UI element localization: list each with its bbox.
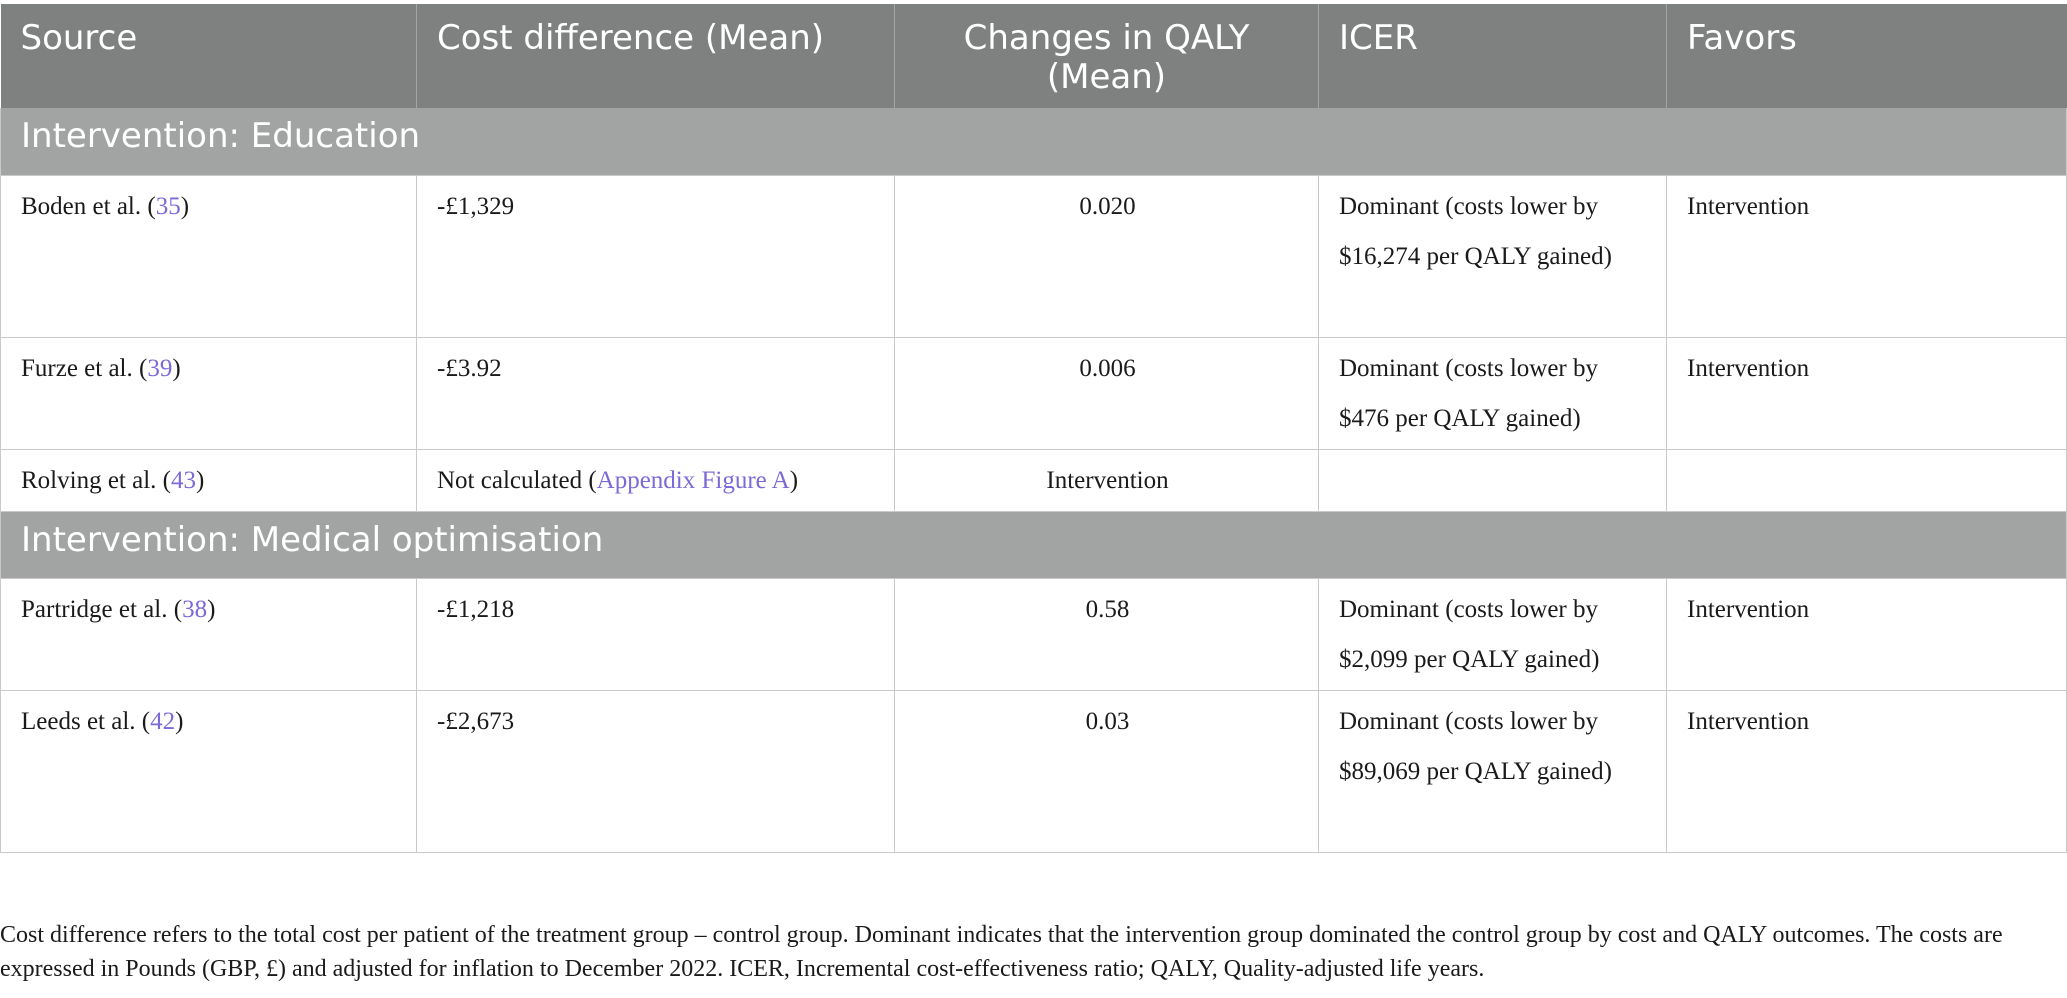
- section-title: Intervention: Medical optimisation: [1, 511, 2067, 578]
- icer-cell: Dominant (costs lower by $476 per QALY gained): [1319, 337, 1667, 449]
- table-row: [1, 337, 2067, 449]
- table-row: [1, 175, 2067, 337]
- table-row: [1, 690, 2067, 852]
- icer-cell: [1319, 449, 1667, 511]
- reference-link[interactable]: 39: [147, 354, 173, 382]
- cost-cell: -£1,218: [417, 578, 895, 690]
- source-text: Rolving et al. (: [21, 466, 171, 494]
- source-text: Furze et al. (: [21, 354, 148, 382]
- qaly-cell: 0.58: [895, 578, 1319, 690]
- source-cell: [1, 690, 417, 852]
- source-cell: [1, 449, 417, 511]
- source-text-end: ): [175, 707, 184, 735]
- cost-text: Not calculated (: [437, 466, 597, 494]
- reference-link[interactable]: 42: [150, 707, 176, 735]
- cost-cell: -£1,329: [417, 175, 895, 337]
- source-text: Partridge et al. (: [21, 595, 183, 623]
- source-text-end: ): [207, 595, 216, 623]
- qaly-cell: 0.020: [895, 175, 1319, 337]
- source-cell: [1, 175, 417, 337]
- icer-cell: Dominant (costs lower by $89,069 per QALY gained): [1319, 690, 1667, 852]
- header-cost-difference: Cost difference (Mean): [417, 4, 895, 108]
- icer-cell: Dominant (costs lower by $16,274 per QALY gained): [1319, 175, 1667, 337]
- cost-text-end: ): [789, 466, 799, 494]
- source-text: Leeds et al. (: [21, 707, 151, 735]
- cost-cell: -£2,673: [417, 690, 895, 852]
- reference-link[interactable]: 35: [155, 192, 181, 220]
- reference-link[interactable]: 38: [182, 595, 208, 623]
- header-source: Source: [1, 4, 417, 108]
- header-icer: ICER: [1319, 4, 1667, 108]
- source-text-end: ): [195, 466, 205, 494]
- source-text-end: ): [172, 354, 181, 382]
- qaly-cell: 0.006: [895, 337, 1319, 449]
- favors-cell: Intervention: [1667, 175, 2067, 337]
- source-text: Boden et al. (: [21, 192, 156, 220]
- section-header-education: [1, 108, 2067, 175]
- table-row: [1, 578, 2067, 690]
- header-row: [1, 4, 2067, 108]
- reference-link[interactable]: 43: [170, 466, 196, 494]
- header-qaly-change: Changes in QALY (Mean): [895, 4, 1319, 108]
- cost-cell: -£3.92: [417, 337, 895, 449]
- table-row: [1, 449, 2067, 511]
- favors-cell: Intervention: [1667, 690, 2067, 852]
- source-text-end: ): [180, 192, 190, 220]
- favors-cell: [1667, 449, 2067, 511]
- cost-cell: [417, 449, 895, 511]
- appendix-figure-link[interactable]: Appendix Figure A: [596, 466, 790, 494]
- favors-cell: Intervention: [1667, 337, 2067, 449]
- source-cell: [1, 337, 417, 449]
- favors-cell: Intervention: [1667, 578, 2067, 690]
- cost-effectiveness-table: [0, 4, 2067, 853]
- qaly-cell: Intervention: [895, 449, 1319, 511]
- header-favors: Favors: [1667, 4, 2067, 108]
- table-footnote: Cost difference refers to the total cost per patient of the treatment group – control group. Dominant indicates that the intervention group dominated the control group by cost and QALY outcomes. The costs are expressed in Pounds (GBP, £) and adjusted for inflation to December 2022. ICER, Incremental cost-effectiveness ratio; QALY, Quality-adjusted life years.: [0, 922, 2003, 982]
- qaly-cell: 0.03: [895, 690, 1319, 852]
- section-title: Intervention: Education: [1, 108, 2067, 175]
- icer-cell: Dominant (costs lower by $2,099 per QALY gained): [1319, 578, 1667, 690]
- section-header-medical-optimisation: [1, 511, 2067, 578]
- source-cell: [1, 578, 417, 690]
